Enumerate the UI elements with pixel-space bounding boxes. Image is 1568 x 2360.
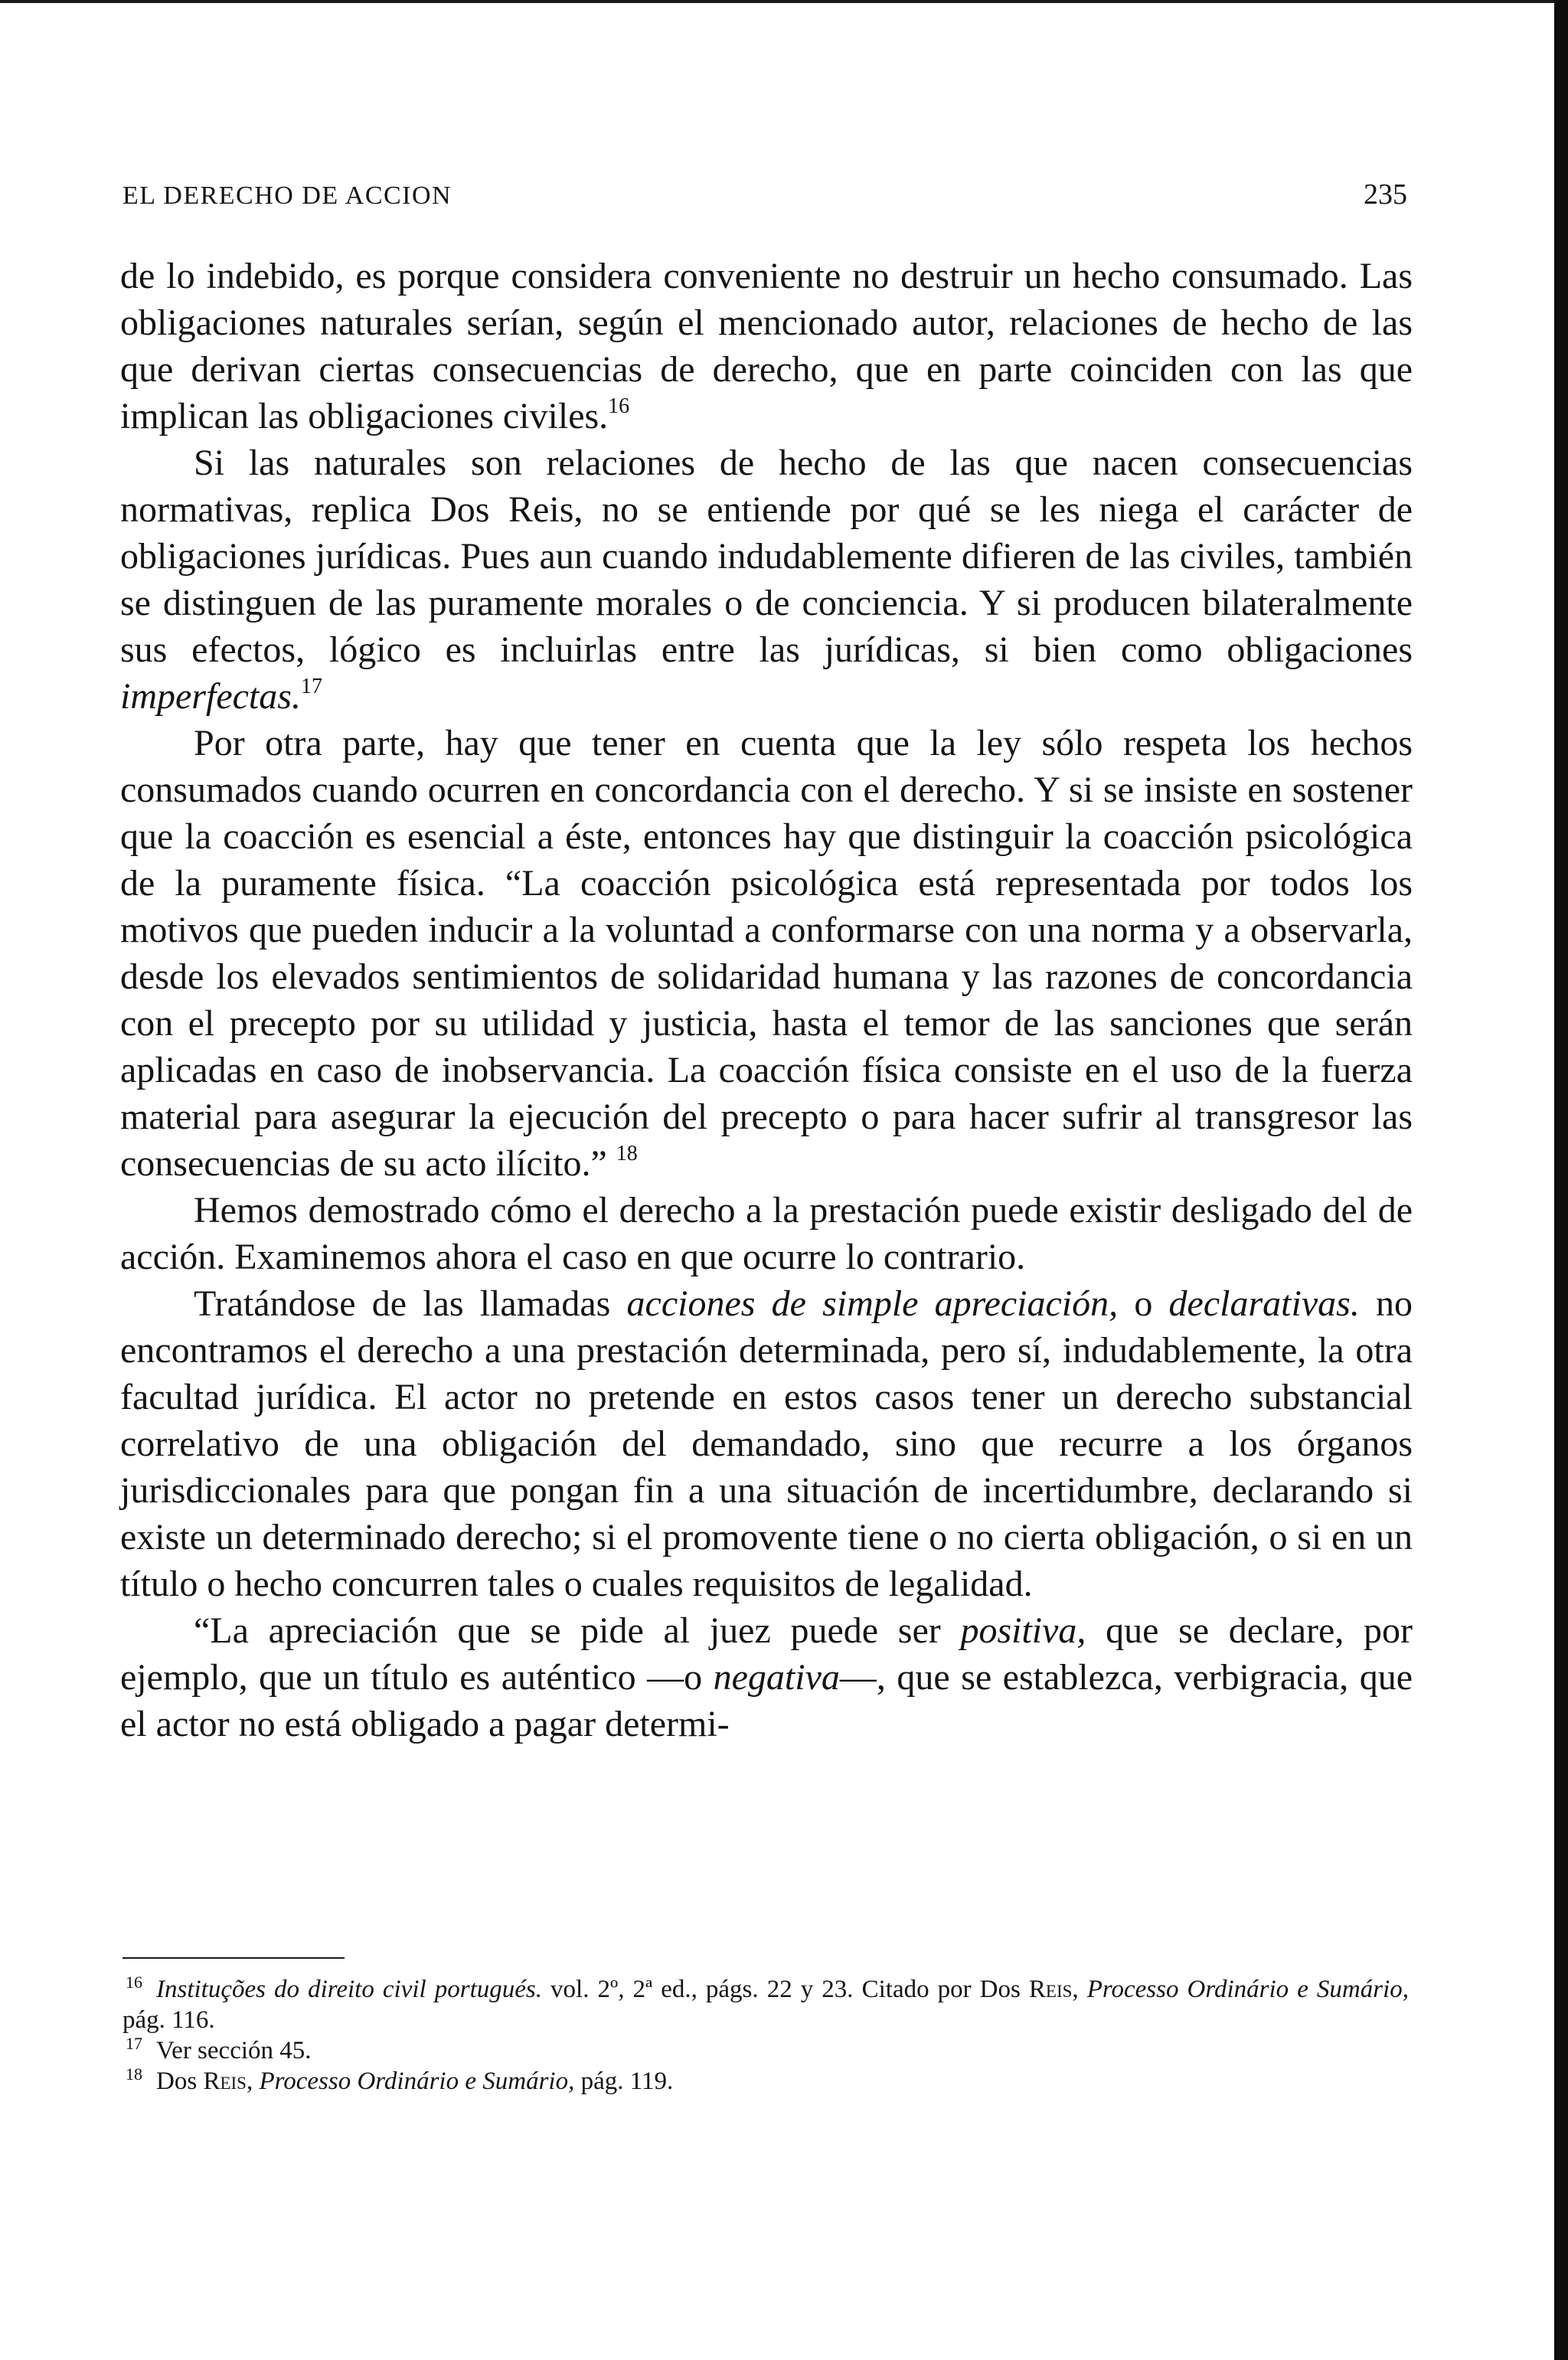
paragraph-5: Tratándose de las llamadas acciones de simple apreciación, o declarativas. no encontramos el derecho a una prestación determinada, pero sí, indudablemente, la otra facultad jurídica. El actor no pretende en estos casos tener un derecho substancial correlativo de una obligación del demandado, sino que recurre a los órganos jurisdiccionales para que pongan fin a una situación de incertidumbre, declarando si existe un determinado derecho; si el promovente tiene o no cierta obligación, o si en un título o hecho concurren tales o cuales requisitos de legalidad.	[120, 1283, 1413, 1604]
footnotes	[122, 1974, 1409, 2097]
footnote-mark: 17	[126, 2034, 142, 2053]
footnote-mark: 16	[126, 1973, 142, 1992]
footnote-16: $^{16}$ Instituções do direito civil portugués. vol. 2º, 2ª ed., págs. 22 y 23. Citado por Dos Reis, Processo Ordinário e Sumário, pág. 116.	[122, 1973, 1410, 2034]
scan-top-edge	[0, 0, 1568, 3]
paragraph-1: de lo indebido, es porque considera conveniente no destruir un hecho consumado. Las obligaciones naturales serían, según el mencionado autor, relaciones de hecho de las que derivan ciertas consecuencias de derecho, que en parte coinciden con las que implican las obligaciones civiles.$^{16}$	[120, 256, 1413, 436]
main-text	[120, 253, 1413, 1747]
footnote-divider	[122, 1957, 345, 1959]
running-title: EL DERECHO DE ACCION	[122, 181, 452, 210]
note-ref-17[interactable]: 17	[300, 675, 322, 698]
page-number: 235	[1364, 178, 1407, 211]
scan-right-edge	[1554, 0, 1568, 2360]
running-header	[122, 178, 1407, 211]
paragraph-4: Hemos demostrado cómo el derecho a la prestación puede existir desligado del de acción. Examinemos ahora el caso en que ocurre lo contrario.	[120, 1190, 1413, 1277]
footnote-18: $^{18}$ Dos Reis, Processo Ordinário e Sumário, pág. 119.	[126, 2064, 674, 2095]
note-ref-18[interactable]: 18	[616, 1142, 638, 1165]
paragraph-2: Si las naturales son relaciones de hecho de las que nacen consecuencias normativas, replica Dos Reis, no se entiende por qué se les niega el carácter de obligaciones jurídicas. Pues aun cuando indudablemente difieren de las civiles, también se distinguen de las puramente morales o de conciencia. Y si producen bilateralmente sus efectos, lógico es incluirlas entre las jurídicas, si bien como obligaciones imperfectas.$^{17}$	[120, 443, 1413, 717]
footnote-17: $^{17}$ Ver sección 45.	[126, 2034, 312, 2064]
note-ref-16[interactable]: 16	[608, 394, 630, 418]
paragraph-3: Por otra parte, hay que tener en cuenta que la ley sólo respeta los hechos consumados cuando ocurren en concordancia con el derecho. Y si se insiste en sostener que la coacción es esencial a éste, entonces hay que distinguir la coacción psicológica de la puramente física. “La coacción psicológica está representada por todos los motivos que pueden inducir a la voluntad a conformarse con una norma y a observarla, desde los elevados sentimientos de solidaridad humana y las razones de concordancia con el precepto por su utilidad y justicia, hasta el temor de las sanciones que serán aplicadas en caso de inobservancia. La coacción física consiste en el uso de la fuerza material para asegurar la ejecución del precepto o para hacer sufrir al transgresor las consecuencias de su acto ilícito.” $^{18}$	[120, 723, 1413, 1184]
paragraph-6: “La apreciación que se pide al juez puede ser positiva, que se declare, por ejemplo, que un título es auténtico —o negativa—, que se establezca, verbigracia, que el actor no está obligado a pagar determi-	[120, 1610, 1413, 1744]
footnote-mark: 18	[126, 2064, 142, 2084]
